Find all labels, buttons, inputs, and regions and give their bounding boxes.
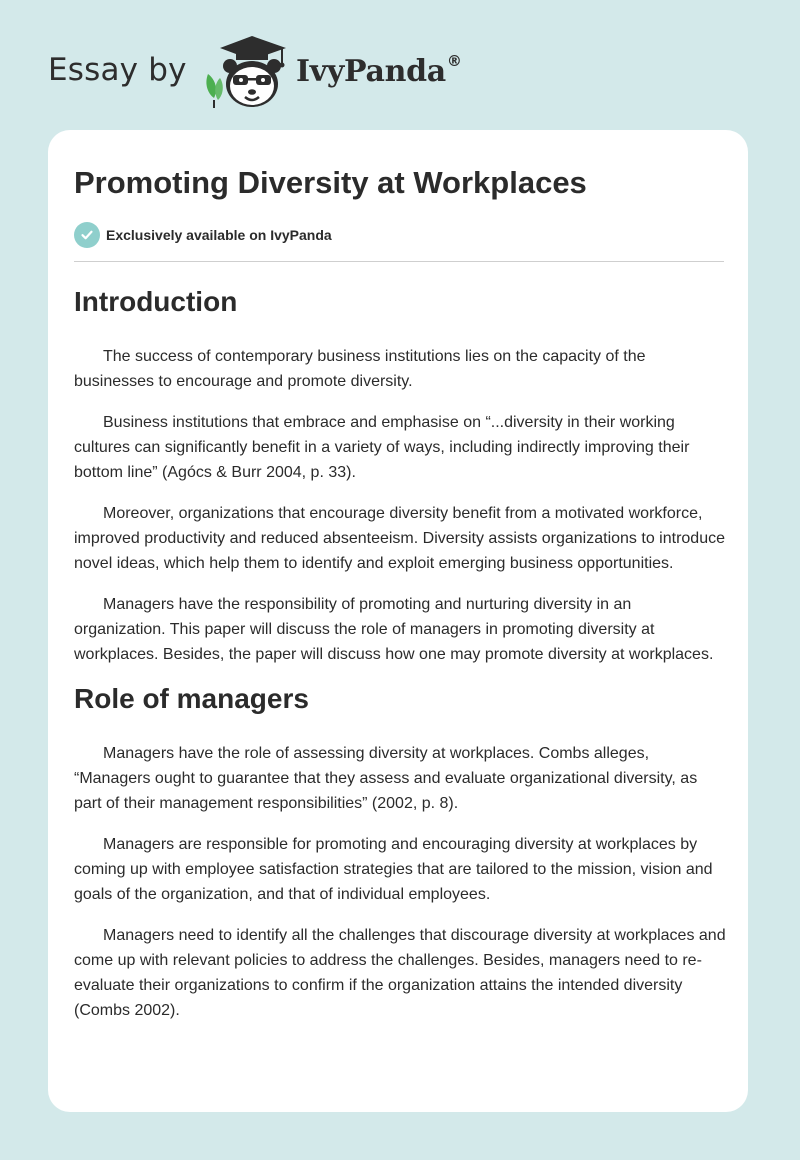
section-heading: Introduction	[74, 286, 238, 317]
site-header	[48, 34, 508, 110]
paragraph: Moreover, organizations that encourage diversity benefit from a motivated workforce, improved productivity and reduced absenteeism. Diversity assists organizations to introduce novel ideas, which help them to identify and exploit emerging business opportunities.	[74, 505, 725, 572]
brand-name[interactable]: IvyPanda®	[296, 52, 462, 89]
check-circle-icon	[74, 222, 100, 248]
paragraph: The success of contemporary business institutions lies on the capacity of the businesses to encourage and promote diversity.	[74, 348, 646, 390]
page-title: Promoting Diversity at Workplaces	[74, 165, 587, 200]
paragraph: Business institutions that embrace and emphasise on “...diversity in their working cultures can significantly benefit in a variety of ways, including indirectly improving their bottom line” (Agócs & Burr 2004, p. 33).	[74, 414, 690, 481]
panda-graduate-icon	[202, 34, 294, 110]
paragraph: Managers need to identify all the challenges that discourage diversity at workplaces and come up with relevant policies to address the challenges. Besides, managers need to re-evaluate their organizations to confirm if the organization attains the intended diversity (Combs 2002).	[74, 927, 726, 1019]
section-heading: Role of managers	[74, 683, 309, 714]
paragraph: Managers are responsible for promoting and encouraging diversity at workplaces by coming up with employee satisfaction strategies that are tailored to the mission, vision and goals of the organization, and that of individual employees.	[74, 836, 713, 903]
essay-by-label: Essay by	[48, 52, 187, 88]
section-role-of-managers	[74, 683, 726, 1023]
badge-label: Exclusively available on IvyPanda	[106, 227, 332, 243]
exclusive-badge	[74, 222, 332, 248]
registered-mark: ®	[446, 52, 462, 70]
paragraph: Managers have the responsibility of promoting and nurturing diversity in an organization. This paper will discuss the role of managers in promoting diversity at workplaces. Besides, the paper will discuss how one may promote diversity at workplaces.	[74, 596, 714, 663]
divider	[74, 261, 724, 262]
paragraph: Managers have the role of assessing diversity at workplaces. Combs alleges, “Managers ought to guarantee that they assess and evaluate organizational diversity, as part of their management responsibilities” (2002, p. 8).	[74, 745, 698, 812]
article-card	[48, 130, 748, 1112]
article-body	[74, 286, 726, 1023]
section-introduction	[74, 286, 726, 667]
